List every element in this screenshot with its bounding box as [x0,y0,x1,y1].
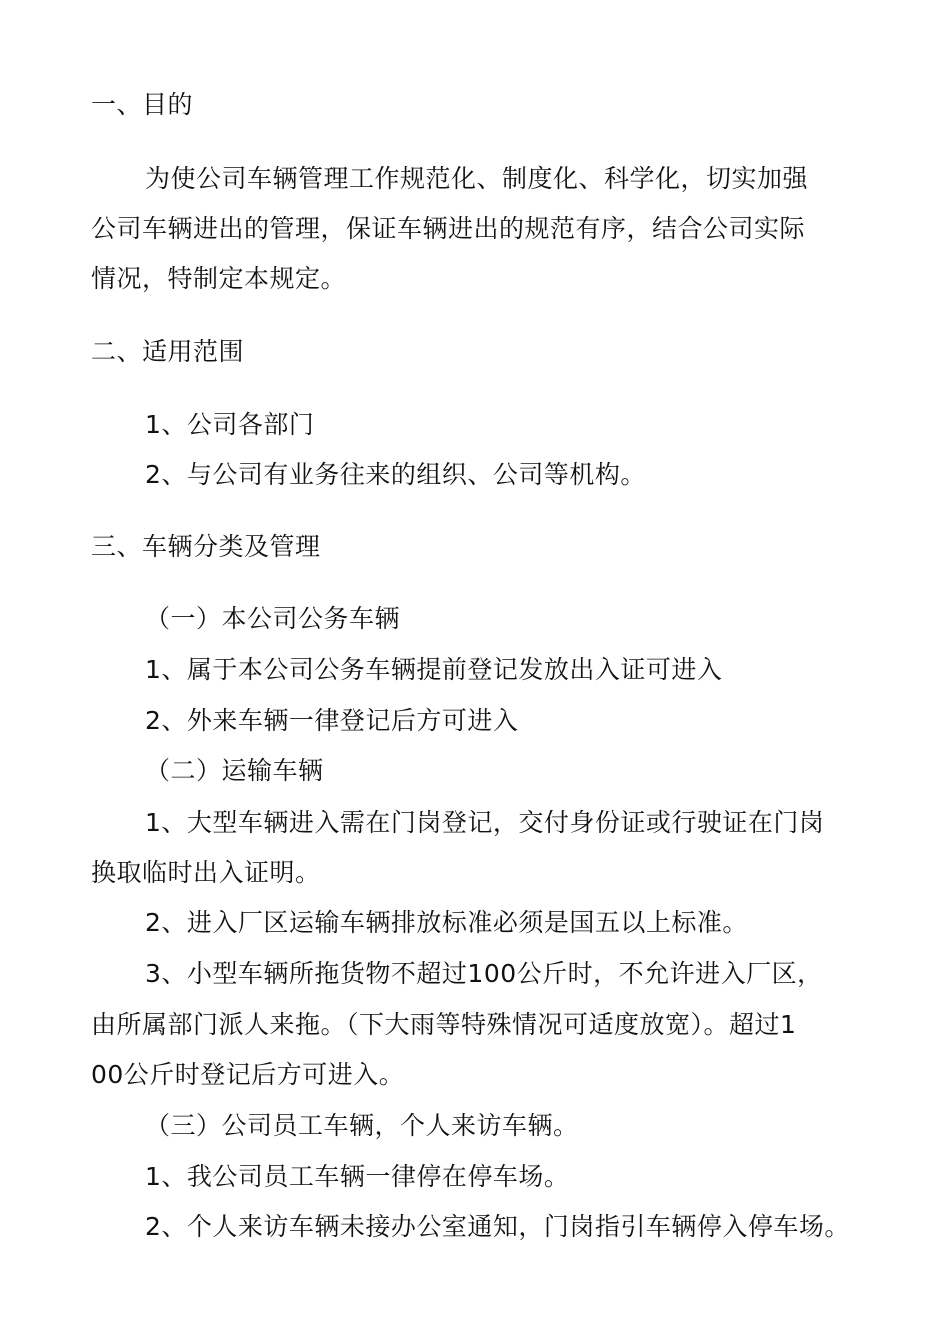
subsection-heading: （二）运输车辆 [145,756,324,785]
list-item: 2、进入厂区运输车辆排放标准必须是国五以上标准。 [145,908,748,937]
subsection-heading: （三）公司员工车辆，个人来访车辆。 [145,1111,579,1140]
list-item: 2、与公司有业务往来的组织、公司等机构。 [145,460,646,489]
list-item: 2、个人来访车辆未接办公室通知，门岗指引车辆停入停车场。 [145,1212,850,1241]
list-item: 3、小型车辆所拖货物不超过100公斤时，不允许进入厂区， [145,959,823,988]
list-item-continuation: 由所属部门派人来拖。（下大雨等特殊情况可适度放宽）。超过1 [91,1010,797,1039]
list-item: 2、外来车辆一律登记后方可进入 [145,706,519,735]
list-item: 1、大型车辆进入需在门岗登记，交付身份证或行驶证在门岗 [145,808,825,837]
paragraph-line: 公司车辆进出的管理，保证车辆进出的规范有序，结合公司实际 [91,214,806,243]
list-item: 1、公司各部门 [145,410,315,439]
section-1-heading: 一、目的 [91,90,194,119]
list-item-continuation: 换取临时出入证明。 [91,858,321,887]
section-3-heading: 三、车辆分类及管理 [91,532,321,561]
section-2-heading: 二、适用范围 [91,337,245,366]
subsection-heading: （一）本公司公务车辆 [145,604,401,633]
list-item: 1、属于本公司公务车辆提前登记发放出入证可进入 [145,655,723,684]
paragraph-line: 为使公司车辆管理工作规范化、制度化、科学化，切实加强 [145,164,809,193]
list-item: 1、我公司员工车辆一律停在停车场。 [145,1162,570,1191]
paragraph-line: 情况，特制定本规定。 [91,264,347,293]
list-item-continuation: 00公斤时登记后方可进入。 [91,1060,405,1089]
